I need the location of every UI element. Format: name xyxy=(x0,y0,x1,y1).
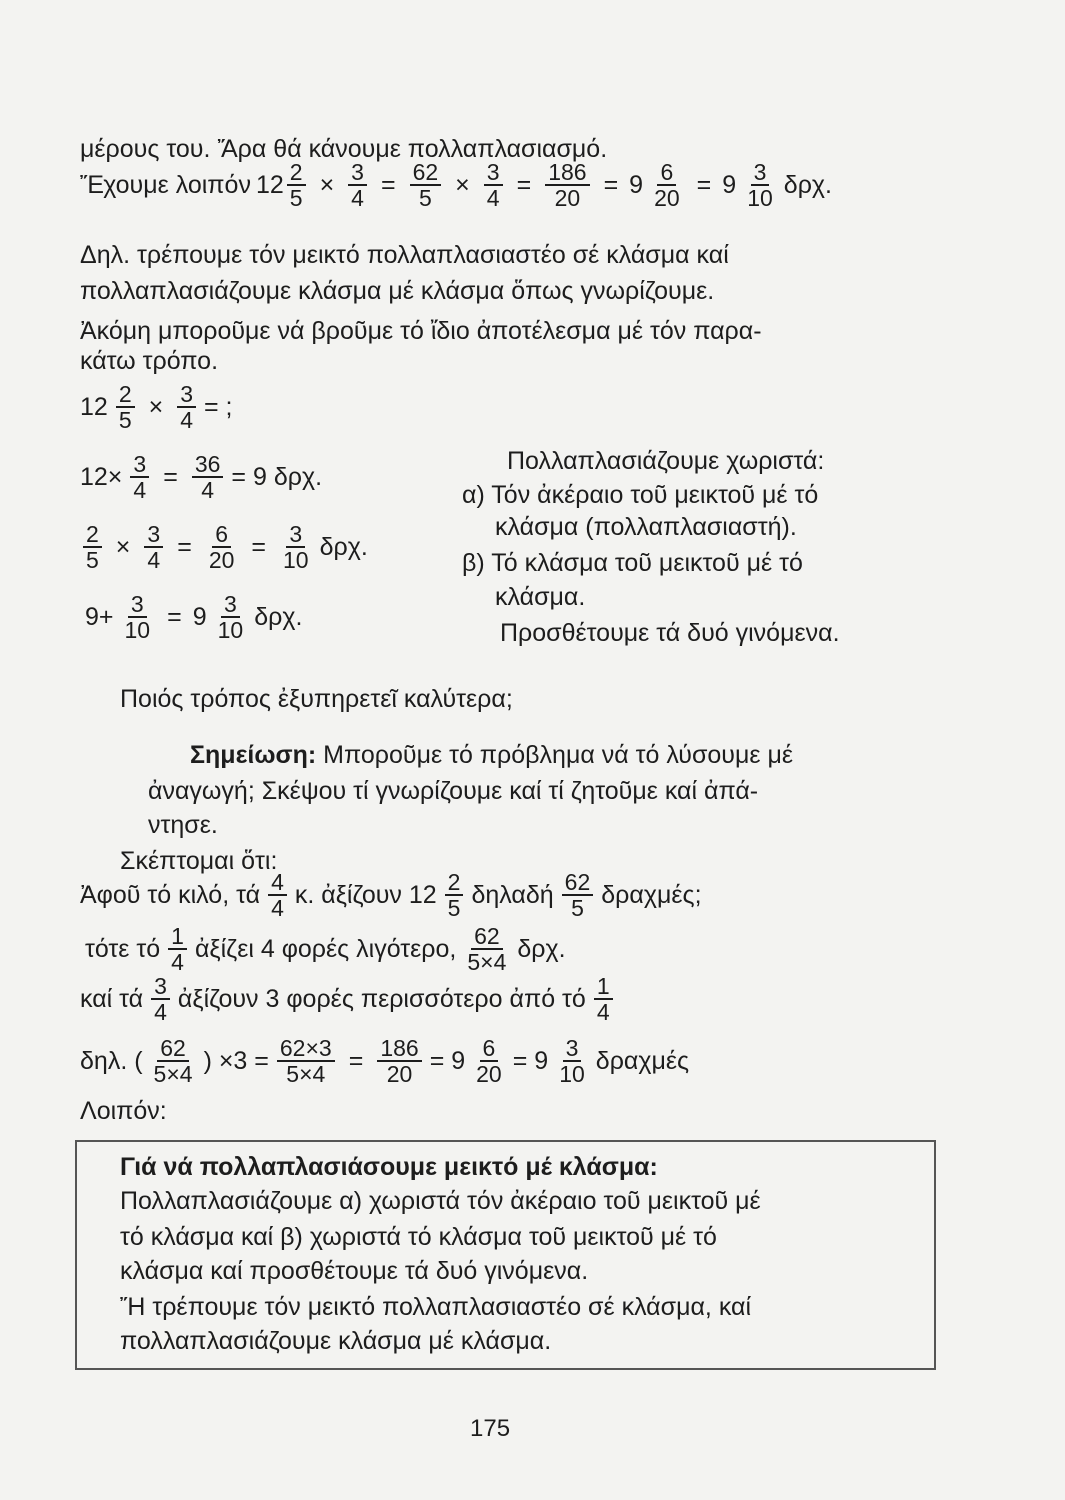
operator: = xyxy=(163,463,178,491)
unit-label: δρχ. xyxy=(783,171,832,199)
numerator: 6 xyxy=(657,160,676,186)
unit-label: δρχ. xyxy=(319,533,368,561)
numerator: 186 xyxy=(545,160,589,186)
fraction xyxy=(377,1036,421,1086)
numerator: 3 xyxy=(348,160,367,186)
fraction xyxy=(168,924,187,974)
text: δραχμές; xyxy=(601,881,702,909)
note-line: ντησε. xyxy=(148,811,218,839)
denominator: 4 xyxy=(486,185,500,211)
fraction xyxy=(122,592,154,642)
denominator: 4 xyxy=(171,949,184,975)
equation-prefix: Ἔχουμε λοιπόν xyxy=(80,171,251,199)
rule-line: κλάσμα καί προσθέτουμε τά δυό γινόμενα. xyxy=(120,1257,589,1285)
equation-question xyxy=(80,382,233,432)
text: = 9 xyxy=(512,1047,549,1075)
text: ἀξίζει 4 φορές λιγότερο, xyxy=(194,935,457,963)
operator: = xyxy=(380,171,396,199)
numerator: 3 xyxy=(177,382,196,408)
denominator: 5 xyxy=(86,547,99,573)
note-line: ἀναγωγή; Σκέψου τί γνωρίζουμε καί τί ζητοῦμε καί ἀπά- xyxy=(148,777,759,805)
denominator: 20 xyxy=(654,185,680,211)
numerator: 62 xyxy=(157,1036,189,1062)
side-step-c: Προσθέτουμε τά δυό γινόμενα. xyxy=(500,619,840,647)
question: Ποιός τρόπος ἐξυπηρετεῖ καλύτερα; xyxy=(120,685,513,713)
denominator: 4 xyxy=(351,185,364,211)
whole-part: 9 xyxy=(192,603,207,631)
fraction xyxy=(151,1036,196,1086)
denominator: 5 xyxy=(118,407,132,433)
fraction xyxy=(215,592,247,642)
numerator: 186 xyxy=(377,1036,421,1062)
operator: = xyxy=(696,171,712,199)
denominator: 4 xyxy=(201,477,215,503)
numerator: 4 xyxy=(268,870,287,896)
denominator: 20 xyxy=(386,1061,413,1087)
think-heading: Σκέπτομαι ὅτι: xyxy=(120,847,278,875)
numerator: 6 xyxy=(212,522,231,548)
fraction xyxy=(484,160,503,210)
numerator: 36 xyxy=(192,452,224,478)
numerator: 2 xyxy=(445,870,464,896)
numerator: 3 xyxy=(144,522,163,548)
text: καί τά xyxy=(80,985,144,1013)
operator: = xyxy=(348,1047,364,1075)
operator: = xyxy=(603,171,619,199)
text: κ. ἀξίζουν 12 xyxy=(294,881,437,909)
reasoning-line xyxy=(80,974,616,1024)
unit-label: δρχ. xyxy=(254,603,303,631)
rule-title: Γιά νά πολλαπλασιάσουμε μεικτό μέ κλάσμα: xyxy=(120,1153,658,1181)
operator: × xyxy=(148,393,164,421)
operator: = xyxy=(516,171,532,199)
fraction xyxy=(280,522,312,572)
operator: = xyxy=(167,603,182,631)
note-text: Μποροῦμε τό πρόβλημα νά τό λύσουμε μέ xyxy=(323,741,794,769)
fraction xyxy=(744,160,776,210)
operator: = xyxy=(251,533,267,561)
denominator: 20 xyxy=(476,1061,502,1087)
equation-step-2 xyxy=(80,522,368,572)
text: Ἀφοῦ τό κιλό, τά xyxy=(80,881,261,909)
fraction xyxy=(83,522,102,572)
operator: × xyxy=(319,171,335,199)
therefore-label: Λοιπόν: xyxy=(80,1097,167,1125)
fraction xyxy=(130,452,149,502)
numerator: 2 xyxy=(83,522,102,548)
rule-line: Πολλαπλασιάζουμε α) χωριστά τόν ἀκέραιο τοῦ μεικτοῦ μέ xyxy=(120,1187,761,1215)
text: δηλαδή xyxy=(471,881,554,909)
text: ἀξίζουν 3 φορές περισσότερο ἀπό τό xyxy=(177,985,586,1013)
operator: × xyxy=(115,533,131,561)
denominator: 5×4 xyxy=(153,1061,193,1087)
text: ) ×3 = xyxy=(203,1047,269,1075)
note-line xyxy=(190,740,793,770)
numerator: 2 xyxy=(116,382,135,408)
numerator: 3 xyxy=(484,160,503,186)
side-step-b: β) Τό κλάσμα τοῦ μεικτοῦ μέ τό xyxy=(462,549,803,577)
side-step-b-cont: κλάσμα. xyxy=(495,583,586,611)
fraction xyxy=(445,870,464,920)
numerator: 62 xyxy=(471,924,503,950)
numerator: 3 xyxy=(151,974,170,1000)
equation-tail: = ; xyxy=(204,393,233,421)
paragraph-line: κάτω τρόπο. xyxy=(80,347,219,375)
equation-step-3 xyxy=(85,592,302,642)
text: δρχ. xyxy=(517,935,566,963)
operator: × xyxy=(455,171,470,199)
fraction xyxy=(348,160,367,210)
side-title: Πολλαπλασιάζουμε χωριστά: xyxy=(507,447,825,475)
numerator: 3 xyxy=(751,160,770,186)
denominator: 10 xyxy=(124,617,151,643)
fraction xyxy=(410,160,442,210)
numerator: 1 xyxy=(168,924,187,950)
fraction xyxy=(556,1036,588,1086)
rule-line: τό κλάσμα καί β) χωριστά τό κλάσμα τοῦ μεικτοῦ μέ τό xyxy=(120,1223,717,1251)
side-step-a: α) Τόν ἀκέραιο τοῦ μεικτοῦ μέ τό xyxy=(462,481,819,509)
reasoning-equation xyxy=(80,1036,689,1086)
fraction xyxy=(594,974,613,1024)
fraction xyxy=(192,452,224,502)
numerator: 62 xyxy=(562,870,594,896)
equation-step-1 xyxy=(80,452,322,502)
numerator: 2 xyxy=(287,160,306,186)
fraction xyxy=(177,382,196,432)
paragraph-line: Δηλ. τρέπουμε τόν μεικτό πολλαπλασιαστέο σέ κλάσμα καί xyxy=(80,241,729,269)
whole-part: 9 xyxy=(629,171,644,199)
fraction xyxy=(268,870,287,920)
whole-part: 12 xyxy=(80,393,108,421)
numerator: 3 xyxy=(130,452,149,478)
denominator: 5 xyxy=(418,185,432,211)
mixed-number xyxy=(256,160,309,210)
fraction xyxy=(151,974,170,1024)
text: τότε τό xyxy=(85,935,161,963)
equation-prefix: 12× xyxy=(80,463,123,491)
paragraph-line: πολλαπλασιάζουμε κλάσμα μέ κλάσμα ὅπως γνωρίζουμε. xyxy=(80,277,715,305)
denominator: 4 xyxy=(271,895,284,921)
numerator: 3 xyxy=(221,592,240,618)
fraction xyxy=(116,382,135,432)
denominator: 10 xyxy=(747,185,773,211)
denominator: 5 xyxy=(289,185,303,211)
denominator: 5×4 xyxy=(467,949,507,975)
fraction xyxy=(206,522,238,572)
numerator: 3 xyxy=(563,1036,582,1062)
note-label: Σημείωση: xyxy=(190,741,317,769)
denominator: 4 xyxy=(596,999,610,1025)
reasoning-line xyxy=(85,924,566,974)
paragraph-line: Ἀκόμη μποροῦμε νά βροῦμε τό ἴδιο ἀποτέλεσμα μέ τόν παρα- xyxy=(80,317,762,345)
numerator: 3 xyxy=(128,592,147,618)
denominator: 5×4 xyxy=(286,1061,326,1087)
numerator: 62 xyxy=(410,160,442,186)
numerator: 3 xyxy=(286,522,305,548)
fraction xyxy=(651,160,683,210)
rule-line: πολλαπλασιάζουμε κλάσμα μέ κλάσμα. xyxy=(120,1327,552,1355)
denominator: 20 xyxy=(208,547,235,573)
whole-part: 9 xyxy=(722,171,737,199)
denominator: 4 xyxy=(180,407,194,433)
denominator: 10 xyxy=(559,1061,585,1087)
equation-tail: = 9 δρχ. xyxy=(231,463,323,491)
fraction xyxy=(473,1036,505,1086)
denominator: 5 xyxy=(447,895,461,921)
fraction xyxy=(562,870,594,920)
equation-prefix: 9+ xyxy=(85,603,114,631)
fraction xyxy=(277,1036,335,1086)
equation-main xyxy=(80,160,832,210)
paragraph-line: μέρους του. Ἄρα θά κάνουμε πολλαπλασιασμό. xyxy=(80,135,608,163)
fraction xyxy=(464,924,509,974)
whole-part: 12 xyxy=(255,171,284,199)
reasoning-line xyxy=(80,870,702,920)
denominator: 4 xyxy=(147,547,161,573)
numerator: 6 xyxy=(480,1036,499,1062)
text: δηλ. ( xyxy=(80,1047,143,1075)
side-step-a-cont: κλάσμα (πολλαπλασιαστή). xyxy=(495,513,797,541)
denominator: 4 xyxy=(154,999,167,1025)
text: = 9 xyxy=(429,1047,466,1075)
denominator: 10 xyxy=(283,547,309,573)
fraction xyxy=(144,522,163,572)
fraction xyxy=(287,160,306,210)
operator: = xyxy=(177,533,192,561)
unit-label: δραχμές xyxy=(595,1047,690,1075)
denominator: 10 xyxy=(217,617,244,643)
page-number: 175 xyxy=(470,1415,511,1442)
fraction xyxy=(545,160,589,210)
denominator: 5 xyxy=(571,895,584,921)
rule-line: Ἤ τρέπουμε τόν μεικτό πολλαπλασιαστέο σέ κλάσμα, καί xyxy=(120,1293,752,1321)
numerator: 62×3 xyxy=(277,1036,335,1062)
numerator: 1 xyxy=(594,974,613,1000)
denominator: 4 xyxy=(133,477,147,503)
denominator: 20 xyxy=(554,185,581,211)
